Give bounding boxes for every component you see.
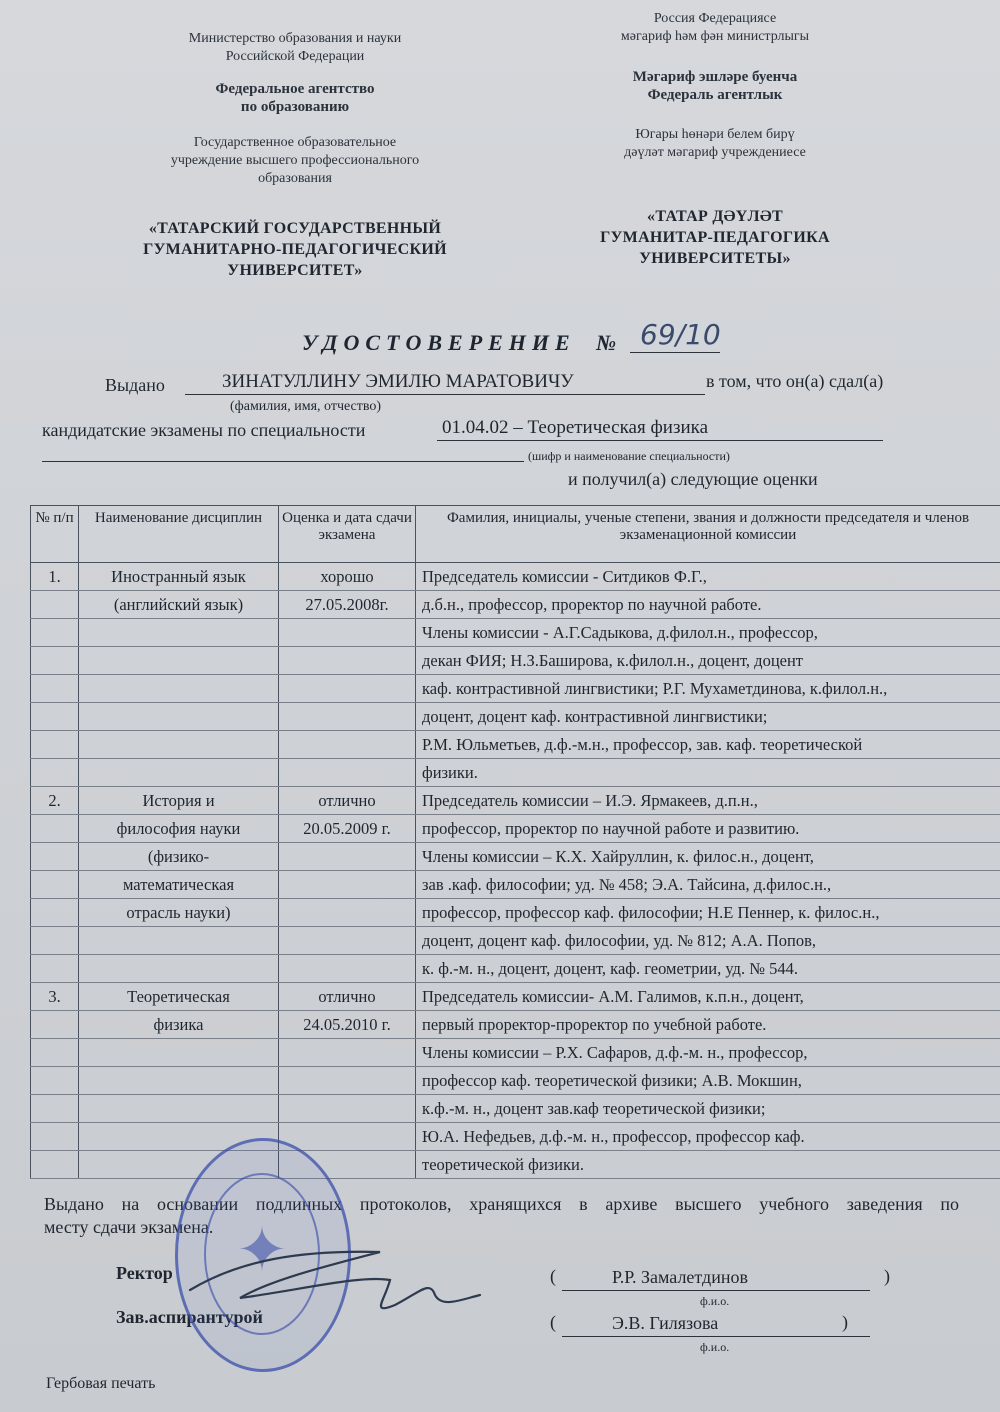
cell-discipline: [79, 675, 279, 703]
cell-grade-date: [279, 731, 416, 759]
name-caption: (фамилия, имя, отчество): [230, 399, 382, 414]
table-row: [31, 647, 1000, 675]
signature-icon: [180, 1220, 500, 1330]
cell-discipline: (английский язык): [79, 591, 279, 619]
cell-grade-date: [279, 843, 416, 871]
cell-grade-date: [279, 1039, 416, 1067]
cell-discipline: [79, 927, 279, 955]
header-number: № п/п: [31, 506, 79, 563]
agency-line-2: по образованию: [240, 99, 350, 115]
agency-tat-line-2: Федераль агентлык: [647, 87, 783, 103]
header-discipline: Наименование дисциплин: [79, 506, 279, 563]
cell-commission: к. ф.-м. н., доцент, доцент, каф. геометрии, уд. № 544.: [416, 955, 1000, 983]
seal-label: Гербовая печать: [46, 1375, 156, 1392]
cell-discipline: [79, 1095, 279, 1123]
cell-grade-date: [279, 1067, 416, 1095]
cell-commission: профессор, профессор каф. философии; Н.Е Пеннер, к. филос.н.,: [416, 899, 1000, 927]
cell-grade-date: отлично: [279, 983, 416, 1011]
institution-line-2: учреждение высшего профессионального: [170, 153, 420, 168]
cell-grade-date: [279, 647, 416, 675]
cell-row-number: [31, 731, 79, 759]
header-grade-date: Оценка и дата сдачи экзамена: [279, 506, 416, 563]
cell-discipline: [79, 1067, 279, 1095]
rector-fio-caption: ф.и.о.: [700, 1294, 730, 1308]
cell-row-number: [31, 871, 79, 899]
cell-commission: к.ф.-м. н., доцент зав.каф теоретической физики;: [416, 1095, 1000, 1123]
cell-discipline: [79, 647, 279, 675]
specialty-underline-2: [42, 461, 524, 462]
specialty: 01.04.02 – Теоретическая физика: [442, 417, 709, 438]
ministry-line-1: Министерство образования и науки: [188, 31, 402, 46]
cell-discipline: Теоретическая: [79, 983, 279, 1011]
cell-row-number: [31, 619, 79, 647]
table-row: [31, 871, 1000, 899]
cell-discipline: философия науки: [79, 815, 279, 843]
table-row: [31, 1123, 1000, 1151]
cell-commission: Председатель комиссии- А.М. Галимов, к.п.н., доцент,: [416, 983, 1000, 1011]
certificate-title: [302, 330, 576, 356]
passed-text: в том, что он(а) сдал(а): [706, 371, 884, 391]
grades-table-body: [31, 563, 1000, 1179]
table-row: [31, 1011, 1000, 1039]
basis-line-1: Выдано на основании подлинных протоколов, хранящихся в архиве высшего учебного заведения по: [44, 1194, 959, 1214]
rector-open-paren: (: [550, 1266, 556, 1286]
cell-discipline: физика: [79, 1011, 279, 1039]
title-text: УДОСТОВЕРЕНИЕ: [302, 330, 576, 355]
cell-grade-date: хорошо: [279, 563, 416, 591]
agency-tat-line-1: Мәгариф эшләре буенча: [632, 69, 798, 85]
cell-row-number: [31, 899, 79, 927]
cell-commission: теоретической физики.: [416, 1151, 1000, 1179]
cell-grade-date: [279, 703, 416, 731]
cell-row-number: [31, 955, 79, 983]
institution-tat-line-2: дәүләт мәгариф учреждениесе: [624, 145, 806, 160]
header-commission: Фамилия, инициалы, ученые степени, звания и должности председателя и членов экзаменационной комиссии: [416, 506, 1000, 563]
certificate-number: 69/10: [640, 318, 721, 351]
table-row: [31, 787, 1000, 815]
table-row: [31, 703, 1000, 731]
cell-row-number: [31, 675, 79, 703]
cell-discipline: математическая: [79, 871, 279, 899]
number-underline: [630, 352, 720, 353]
postgrad-close-paren: ): [842, 1312, 848, 1332]
header-left: [140, 30, 450, 188]
cell-row-number: [31, 815, 79, 843]
cell-commission: Члены комиссии – К.Х. Хайруллин, к. филос.н., доцент,: [416, 843, 1000, 871]
cell-grade-date: [279, 675, 416, 703]
table-row: [31, 1151, 1000, 1179]
specialty-underline: [437, 440, 883, 441]
cell-commission: Председатель комиссии – И.Э. Ярмакеев, д.п.н.,: [416, 787, 1000, 815]
cell-commission: зав .каф. философии; уд. № 458; Э.А. Тайсина, д.филос.н.,: [416, 871, 1000, 899]
cell-row-number: [31, 703, 79, 731]
cell-row-number: 3.: [31, 983, 79, 1011]
cell-commission: Председатель комиссии - Ситдиков Ф.Г.,: [416, 563, 1000, 591]
ministry-tat-line-1: Россия Федерациясе: [653, 11, 777, 26]
cell-commission: доцент, доцент каф. философии, уд. № 812; А.А. Попов,: [416, 927, 1000, 955]
table-row: [31, 1039, 1000, 1067]
cell-row-number: [31, 1151, 79, 1179]
cell-row-number: [31, 1095, 79, 1123]
cell-commission: профессор каф. теоретической физики; А.В. Мокшин,: [416, 1067, 1000, 1095]
cell-grade-date: [279, 1095, 416, 1123]
cell-commission: Р.М. Юльметьев, д.ф.-м.н., профессор, зав. каф. теоретической: [416, 731, 1000, 759]
cell-discipline: [79, 759, 279, 787]
table-row: [31, 759, 1000, 787]
cell-discipline: Иностранный язык: [79, 563, 279, 591]
cell-row-number: [31, 1011, 79, 1039]
table-row: [31, 955, 1000, 983]
cell-discipline: [79, 619, 279, 647]
cell-row-number: 1.: [31, 563, 79, 591]
postgrad-label: Зав.аспирантурой: [116, 1307, 263, 1327]
recipient-underline: [185, 394, 705, 395]
table-row: [31, 563, 1000, 591]
institution-line-1: Государственное образовательное: [193, 135, 397, 150]
recipient-name: ЗИНАТУЛЛИНУ ЭМИЛЮ МАРАТОВИЧУ: [222, 371, 574, 392]
cell-discipline: История и: [79, 787, 279, 815]
cell-grade-date: [279, 619, 416, 647]
exams-text: кандидатские экзамены по специальности: [42, 420, 366, 440]
university-right-line-3: УНИВЕРСИТЕТЫ»: [639, 250, 791, 267]
basis-line-2: месту сдачи экзамена.: [44, 1217, 214, 1237]
table-row: [31, 983, 1000, 1011]
postgrad-name-underline: [562, 1336, 870, 1337]
cell-discipline: [79, 731, 279, 759]
specialty-caption: (шифр и наименование специальности): [528, 449, 730, 463]
cell-commission: доцент, доцент каф. контрастивной лингвистики;: [416, 703, 1000, 731]
institution-tat-line-1: Югары һөнәри белем бирү: [635, 127, 795, 142]
table-row: [31, 927, 1000, 955]
cell-grade-date: отлично: [279, 787, 416, 815]
cell-row-number: [31, 591, 79, 619]
cell-grade-date: [279, 871, 416, 899]
cell-row-number: [31, 1039, 79, 1067]
table-row: [31, 815, 1000, 843]
cell-row-number: [31, 843, 79, 871]
cell-commission: Ю.А. Нефедьев, д.ф.-м. н., профессор, профессор каф.: [416, 1123, 1000, 1151]
postgrad-open-paren: (: [550, 1312, 556, 1332]
cell-discipline: отрасль науки): [79, 899, 279, 927]
rector-name: Р.Р. Замалетдинов: [612, 1267, 748, 1287]
university-right-line-2: ГУМАНИТАР-ПЕДАГОГИКА: [600, 229, 830, 246]
table-row: [31, 899, 1000, 927]
cell-commission: каф. контрастивной лингвистики; Р.Г. Мухаметдинова, к.филол.н.,: [416, 675, 1000, 703]
grades-table: [30, 505, 1000, 1179]
cell-commission: Члены комиссии – Р.Х. Сафаров, д.ф.-м. н., профессор,: [416, 1039, 1000, 1067]
table-row: [31, 1067, 1000, 1095]
cell-row-number: [31, 1123, 79, 1151]
cell-discipline: [79, 1039, 279, 1067]
ministry-line-2: Российской Федерации: [225, 49, 365, 64]
cell-row-number: [31, 647, 79, 675]
table-row: [31, 731, 1000, 759]
university-right-line-1: «ТАТАР ДӘҮЛӘТ: [647, 208, 783, 225]
table-row: [31, 591, 1000, 619]
cell-grade-date: 27.05.2008г.: [279, 591, 416, 619]
cell-grade-date: [279, 955, 416, 983]
cell-grade-date: [279, 899, 416, 927]
ministry-tat-line-2: мәгариф һәм фән министрлыгы: [620, 29, 810, 44]
issued-label: Выдано: [105, 375, 165, 395]
agency-line-1: Федеральное агентство: [215, 81, 375, 97]
university-left-line-3: УНИВЕРСИТЕТ»: [227, 262, 363, 279]
coat-of-arms-icon: ✦: [236, 1217, 288, 1285]
cell-row-number: [31, 759, 79, 787]
cell-row-number: [31, 927, 79, 955]
university-name-left: [120, 218, 470, 281]
university-left-line-1: «ТАТАРСКИЙ ГОСУДАРСТВЕННЫЙ: [148, 220, 442, 237]
cell-commission: д.б.н., профессор, проректор по научной работе.: [416, 591, 1000, 619]
table-row: [31, 675, 1000, 703]
cell-grade-date: [279, 1123, 416, 1151]
postgrad-name: Э.В. Гилязова: [612, 1313, 719, 1333]
table-row: [31, 843, 1000, 871]
cell-grade-date: 20.05.2009 г.: [279, 815, 416, 843]
table-row: [31, 1095, 1000, 1123]
rector-close-paren: ): [884, 1266, 890, 1286]
cell-discipline: [79, 703, 279, 731]
cell-commission: профессор, проректор по научной работе и развитию.: [416, 815, 1000, 843]
rector-label: Ректор: [116, 1263, 173, 1283]
cell-row-number: 2.: [31, 787, 79, 815]
cell-commission: Члены комиссии - А.Г.Садыкова, д.филол.н., профессор,: [416, 619, 1000, 647]
cell-commission: физики.: [416, 759, 1000, 787]
institution-line-3: образования: [258, 171, 332, 186]
rector-name-underline: [562, 1290, 870, 1291]
cell-grade-date: 24.05.2010 г.: [279, 1011, 416, 1039]
university-name-right: [565, 206, 865, 269]
cell-commission: декан ФИЯ; Н.З.Баширова, к.филол.н., доцент, доцент: [416, 647, 1000, 675]
university-left-line-2: ГУМАНИТАРНО-ПЕДАГОГИЧЕСКИЙ: [143, 241, 447, 258]
cell-discipline: [79, 955, 279, 983]
cell-discipline: (физико-: [79, 843, 279, 871]
number-sign: №: [596, 330, 617, 355]
table-row: [31, 619, 1000, 647]
postgrad-fio-caption: ф.и.о.: [700, 1340, 730, 1354]
header-right: [570, 10, 860, 162]
grades-text: и получил(а) следующие оценки: [568, 469, 818, 489]
cell-grade-date: [279, 759, 416, 787]
cell-commission: первый проректор-проректор по учебной работе.: [416, 1011, 1000, 1039]
table-header-row: [31, 506, 1000, 563]
cell-grade-date: [279, 927, 416, 955]
cell-row-number: [31, 1067, 79, 1095]
